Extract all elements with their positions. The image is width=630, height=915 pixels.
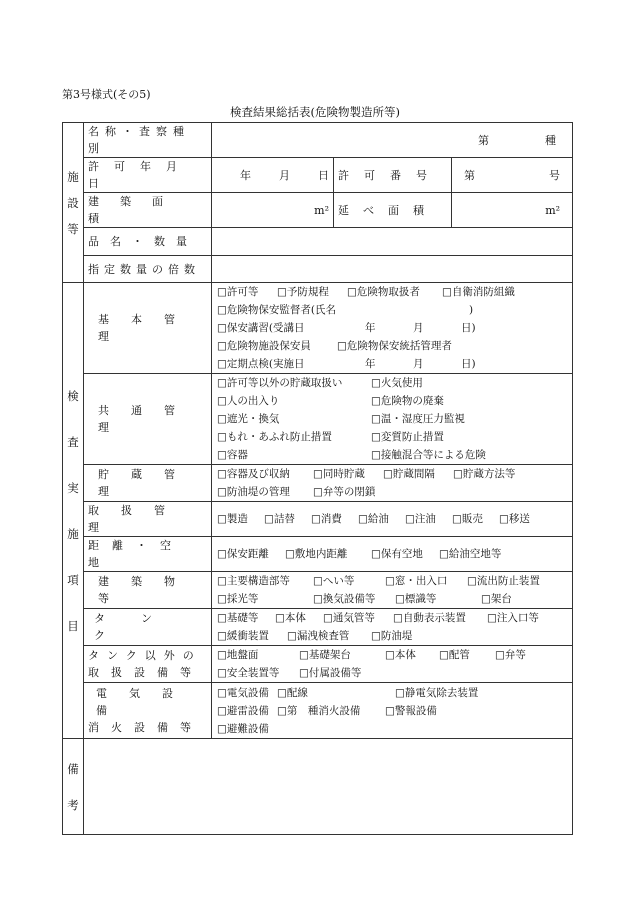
checkbox-container[interactable]: □容器: [217, 449, 248, 461]
checkbox-refill[interactable]: □詰替: [264, 513, 295, 525]
non-tank-options: [212, 646, 573, 683]
common-mgmt-options: [212, 374, 573, 465]
checkbox-foundation[interactable]: □基礎等: [217, 612, 259, 624]
permit-no-value[interactable]: 第 号: [452, 158, 573, 193]
common-mgmt-label: 共通管理: [84, 374, 212, 465]
inspection-form-table: [62, 122, 573, 835]
form-title: 検査結果総括表(危険物製造所等): [230, 105, 400, 119]
checkbox-rack[interactable]: □架台: [481, 593, 512, 605]
permit-no-label: 許可番号: [334, 158, 452, 193]
checkbox-leak-pipe[interactable]: □漏洩検査管: [287, 630, 350, 642]
building-area-value[interactable]: m²: [212, 193, 334, 228]
checkbox-fuel-space[interactable]: □給油空地等: [439, 548, 502, 560]
checkbox-safety-distance[interactable]: □保安距離: [217, 548, 269, 560]
checkbox-buffer[interactable]: □緩衝装置: [217, 630, 269, 642]
checkbox-valve-close[interactable]: □弁等の閉鎖: [313, 486, 376, 498]
checkbox-safety-staff[interactable]: □危険物施設保安員: [217, 340, 311, 352]
checkbox-site-distance[interactable]: □敷地内距離: [285, 548, 348, 560]
checkbox-training[interactable]: □保安講習(受講日: [217, 322, 305, 334]
distance-options: [212, 537, 573, 572]
checkbox-window[interactable]: □窓・出入口: [385, 575, 448, 587]
remarks-field[interactable]: [84, 739, 573, 835]
basic-mgmt-options: □許可等 □予防規程 □危険物取扱者 □自衛消防組織 □危険物保安監督者(氏名 ) □保安講習(受講日 年 月 日) □危険物施設保安員 □危険物保安統括管理者 □定期点検(実施日 年 月 日): [212, 283, 573, 374]
multiple-value[interactable]: [212, 256, 573, 283]
checkbox-lightning[interactable]: □避雷設備: [217, 704, 269, 717]
checkbox-sales[interactable]: □販売: [452, 513, 483, 525]
permit-date-label: 許可年月日: [84, 158, 212, 193]
non-tank-label: タンク以外の 取扱設備等: [84, 646, 212, 683]
checkbox-dike[interactable]: □防油堤: [371, 630, 413, 642]
checkbox-fire-equip[interactable]: □第 種消火設備: [277, 704, 361, 717]
checkbox-body[interactable]: □本体: [275, 612, 306, 624]
checkbox-interval[interactable]: □貯蔵間隔: [383, 468, 435, 480]
checkbox-dike-mgmt[interactable]: □防油堤の管理: [217, 486, 290, 498]
checkbox-transfer[interactable]: □移送: [499, 513, 530, 525]
checkbox-entry[interactable]: □人の出入り: [217, 395, 280, 407]
checkbox-prevention[interactable]: □予防規程: [277, 286, 329, 298]
checkbox-leak[interactable]: □もれ・あふれ防止措置: [217, 431, 332, 443]
checkbox-structure[interactable]: □主要構造部等: [217, 575, 290, 587]
inspection-category: 検 査 実 施 項 目: [63, 283, 84, 739]
checkbox-lighting[interactable]: □採光等: [217, 593, 259, 605]
product-value[interactable]: [212, 228, 573, 256]
checkbox-mixing[interactable]: □接触混合等による危険: [371, 449, 486, 461]
storage-mgmt-label: 貯蔵管理: [84, 465, 212, 502]
tank-options: [212, 609, 573, 646]
multiple-label: 指定数量の倍数: [84, 256, 212, 283]
checkbox-valves[interactable]: □弁等: [495, 649, 526, 661]
total-floor-value[interactable]: m²: [452, 193, 573, 228]
checkbox-supervisor[interactable]: □危険物保安監督者(氏名: [217, 304, 337, 316]
name-value[interactable]: 第 種: [212, 123, 573, 158]
remarks-category: 備 考: [63, 739, 84, 835]
distance-label: 距離・空地: [84, 537, 212, 572]
building-label: 建築物等: [84, 572, 212, 609]
tank-label: タンク: [84, 609, 212, 646]
building-area-label: 建築面積: [84, 193, 212, 228]
checkbox-safety-device[interactable]: □安全装置等: [217, 667, 280, 679]
checkbox-alarm[interactable]: □警報設備: [385, 704, 437, 717]
electric-fire-label: 電気設備 消火設備等: [84, 683, 212, 739]
checkbox-handler[interactable]: □危険物取扱者: [347, 286, 420, 298]
checkbox-periodic[interactable]: □定期点検(実施日: [217, 358, 305, 370]
building-options: [212, 572, 573, 609]
checkbox-fence[interactable]: □へい等: [313, 575, 355, 587]
checkbox-method[interactable]: □貯蔵方法等: [453, 468, 516, 480]
checkbox-outflow[interactable]: □流出防止装置: [467, 575, 540, 587]
total-floor-label: 延べ面積: [334, 193, 452, 228]
facility-category: 施 設 等: [63, 123, 84, 283]
checkbox-main-body[interactable]: □本体: [385, 649, 416, 661]
checkbox-static[interactable]: □静電気除去装置: [395, 686, 479, 699]
form-label: 第3号様式(その5): [62, 88, 151, 101]
checkbox-fire-org[interactable]: □自衛消防組織: [442, 286, 515, 298]
storage-mgmt-options: [212, 465, 573, 502]
name-label-text: 名称・査察種別: [88, 125, 190, 155]
electric-fire-options: [212, 683, 573, 739]
checkbox-fire-use[interactable]: □火気使用: [371, 377, 423, 389]
checkbox-piping[interactable]: □配管: [439, 649, 470, 661]
checkbox-permit[interactable]: □許可等: [217, 286, 259, 298]
checkbox-fueling[interactable]: □給油: [358, 513, 389, 525]
checkbox-accessory[interactable]: □付属設備等: [299, 667, 362, 679]
checkbox-general-manager[interactable]: □危険物保安統括管理者: [337, 340, 452, 352]
checkbox-inlet[interactable]: □注入口等: [487, 612, 539, 624]
handling-mgmt-options: [212, 502, 573, 537]
handling-mgmt-label: 取扱管理: [84, 502, 212, 537]
basic-mgmt-label: 基本管理: [84, 283, 212, 374]
checkbox-ground[interactable]: □地盤面: [217, 649, 259, 661]
checkbox-auto-display[interactable]: □自動表示装置: [393, 612, 466, 624]
checkbox-container-storage[interactable]: □容器及び収納: [217, 468, 290, 480]
product-label: 品名・数量: [84, 228, 212, 256]
checkbox-degrade[interactable]: □変質防止措置: [371, 431, 444, 443]
checkbox-monitoring[interactable]: □温・湿度圧力監視: [371, 413, 465, 425]
checkbox-electric[interactable]: □電気設備: [217, 686, 269, 699]
checkbox-simultaneous[interactable]: □同時貯蔵: [313, 468, 365, 480]
checkbox-ventilation[interactable]: □遮光・換気: [217, 413, 280, 425]
checkbox-open-space[interactable]: □保有空地: [371, 548, 423, 560]
checkbox-vent-pipe[interactable]: □通気管等: [323, 612, 375, 624]
checkbox-base-rack[interactable]: □基礎架台: [299, 649, 351, 661]
permit-date-value[interactable]: 年 月 日: [212, 158, 334, 193]
checkbox-consume[interactable]: □消費: [311, 513, 342, 525]
checkbox-wiring[interactable]: □配線: [277, 686, 308, 699]
checkbox-sign[interactable]: □標識等: [395, 593, 437, 605]
checkbox-disposal[interactable]: □危険物の廃棄: [371, 395, 444, 407]
checkbox-pouring[interactable]: □注油: [405, 513, 436, 525]
checkbox-manufacture[interactable]: □製造: [217, 513, 248, 525]
checkbox-other-storage[interactable]: □許可等以外の貯蔵取扱い: [217, 377, 343, 389]
name-label: [84, 123, 212, 158]
checkbox-evacuation[interactable]: □避難設備: [217, 722, 269, 735]
checkbox-vent-equip[interactable]: □換気設備等: [313, 593, 376, 605]
